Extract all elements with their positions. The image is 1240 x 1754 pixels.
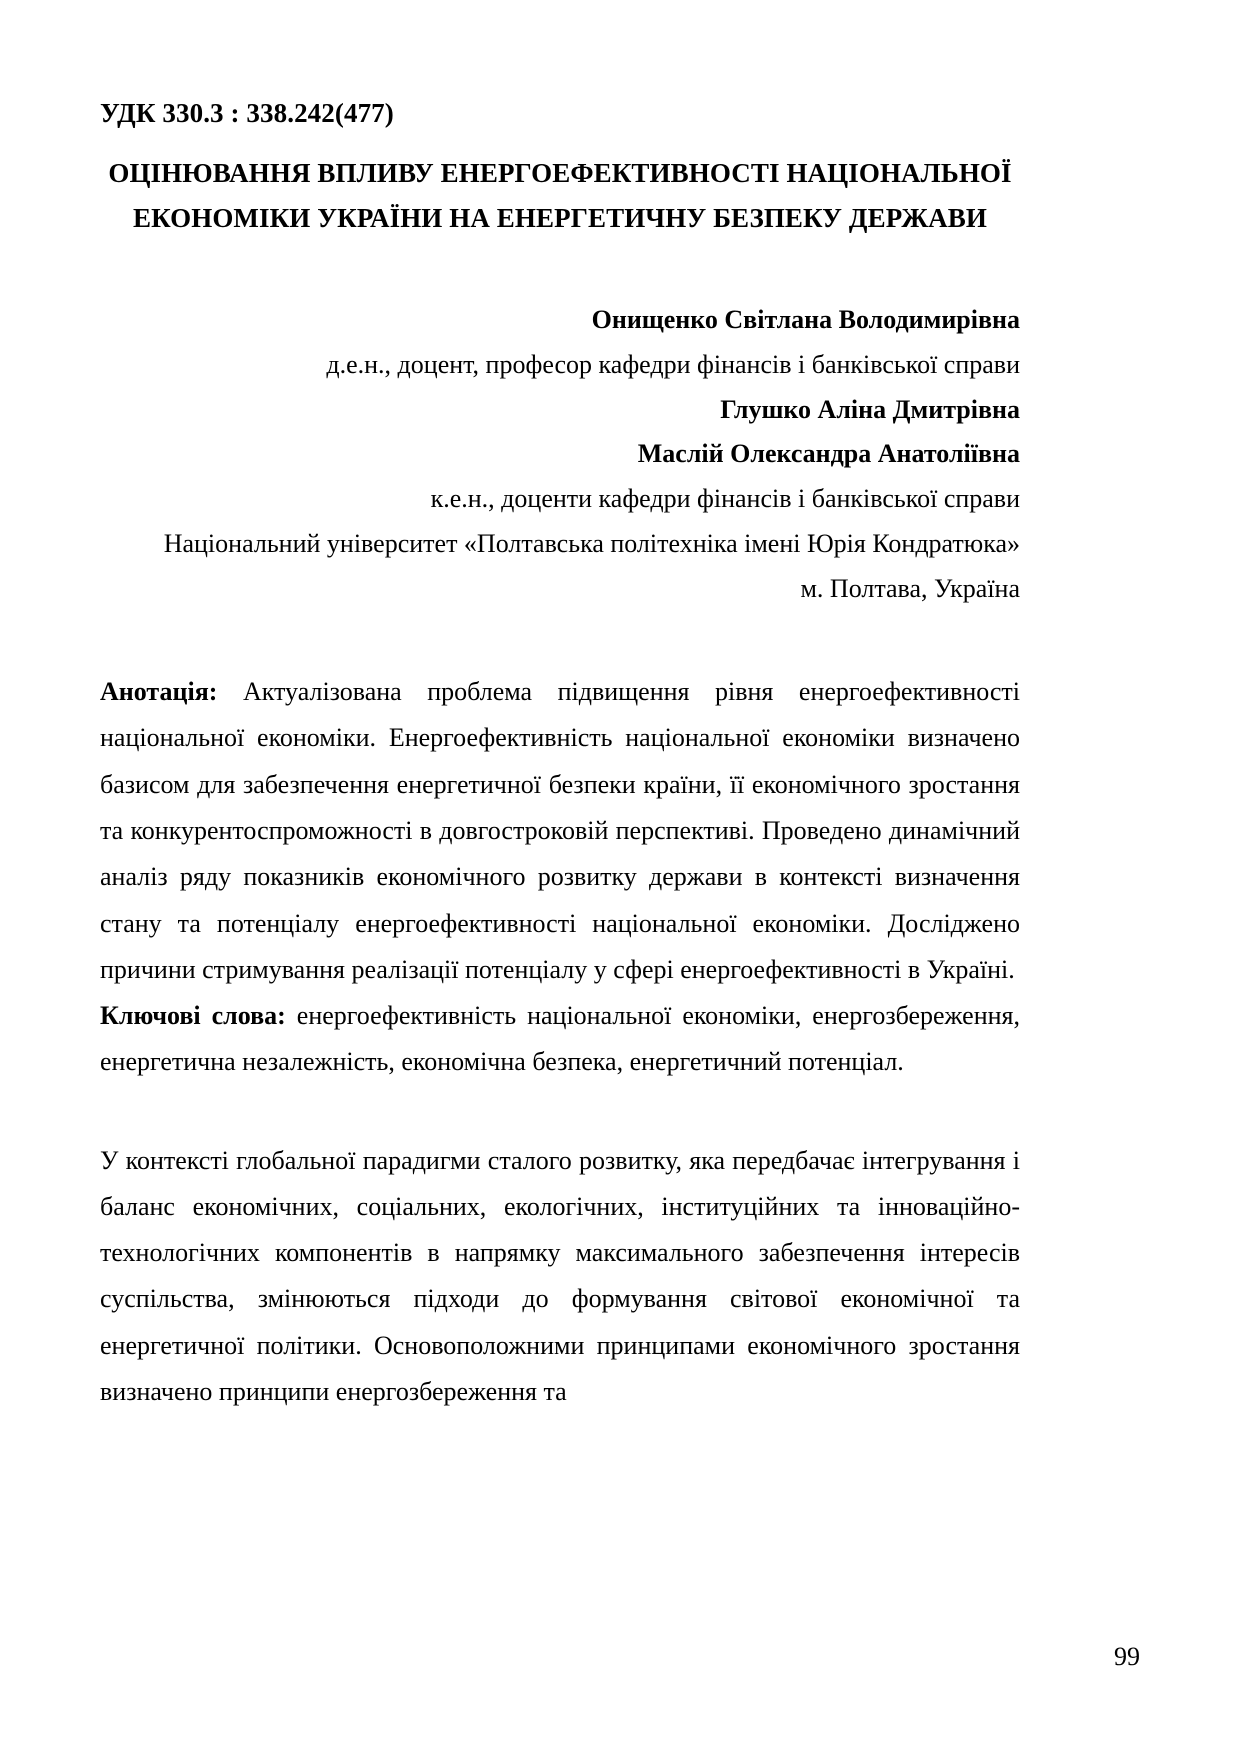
abstract-paragraph [100, 669, 1020, 993]
body-paragraph-1: У контексті глобальної парадигми сталого розвитку, яка передбачає інтегрування і баланс економічних, соціальних, екологічних, інституційних та інноваційно-технологічних компонентів в напрямку максимального забезпечення інтересів суспільства, змінюються підходи до формування світової економічної та енергетичної політики. Основоположними принципами економічного зростання визначено принципи енергозбереження та [100, 1145, 1020, 1406]
city-country: м. Полтава, Україна [800, 573, 1020, 603]
author-name-3: Маслій Олександра Анатоліївна [637, 439, 1020, 469]
author-name-2: Глушко Аліна Дмитрівна [720, 394, 1020, 424]
title-line-1: ОЦІНЮВАННЯ ВПЛИВУ ЕНЕРГОЕФЕКТИВНОСТІ НАЦІОНАЛЬНОЇ [108, 158, 1012, 189]
author-role-2-3: к.е.н., доценти кафедри фінансів і банківської справи [430, 484, 1020, 514]
abstract-section [100, 669, 1020, 1085]
page-number: 99 [1114, 1642, 1140, 1671]
author-name-1: Онищенко Світлана Володимирівна [591, 305, 1020, 335]
abstract-text: Актуалізована проблема підвищення рівня енергоефективності національної економіки. Енергоефективність національної економіки визначено базисом для забезпечення енергетичної безпеки країни, її економічного зростання та конкурентоспроможності в довгостроковій перспективі. Проведено динамічний аналіз ряду показників економічного розвитку держави в контексті визначення стану та потенціалу енергоефективності національної економіки. Досліджено причини стримування реалізації потенціалу у сфері енергоефективності в Україні. [100, 677, 1021, 984]
authors-block [100, 298, 1020, 611]
title-line-2: ЕКОНОМІКИ УКРАЇНИ НА ЕНЕРГЕТИЧНУ БЕЗПЕКУ ДЕРЖАВИ [133, 202, 987, 233]
author-role-1: д.е.н., доцент, професор кафедри фінансів і банківської справи [326, 349, 1020, 379]
abstract-label: Анотація: [100, 677, 218, 707]
udk-code: УДК 330.3 : 338.242(477) [100, 98, 394, 128]
keywords-label: Ключові слова: [100, 1001, 286, 1031]
page-title [100, 151, 1020, 240]
page-content [100, 96, 1020, 1415]
keywords-paragraph [100, 993, 1020, 1086]
affiliation: Національний університет «Полтавська політехніка імені Юрія Кондратюка» [163, 528, 1020, 558]
body-section [100, 1138, 1020, 1416]
keywords-text: енергоефективність національної економіки, енергозбереження, енергетична незалежність, економічна безпека, енергетичний потенціал. [100, 1001, 1021, 1077]
